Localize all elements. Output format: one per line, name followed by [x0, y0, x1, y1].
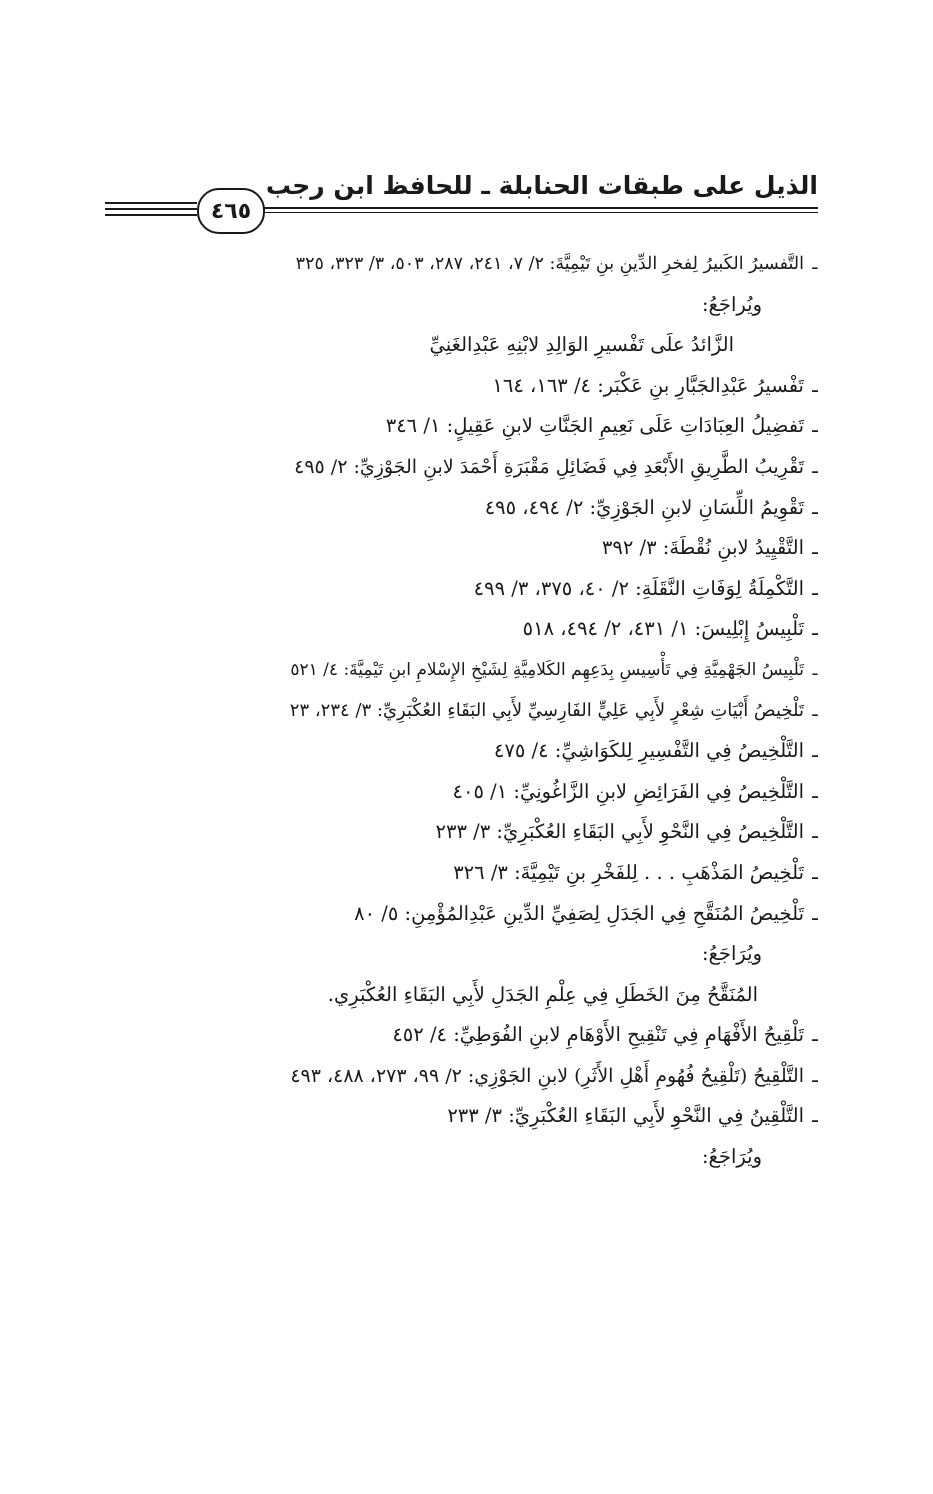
- entry-dash: ـ: [812, 617, 818, 641]
- index-entry: [286, 853, 826, 894]
- index-entry: [286, 1096, 826, 1137]
- entry-dash: ـ: [812, 576, 818, 600]
- entry-text: تَقْوِيمُ اللِّسَانِ لابنِ الجَوْزِيِّ: ٢/ ٤٩٤، ٤٩٥: [484, 495, 804, 519]
- entry-dash: ـ: [812, 699, 818, 721]
- entry-text: الزَّائدُ علَى تَفْسيرِ الوَالِدِ لابْنِهِ عَبْدِالغَنِيِّ: [429, 333, 734, 357]
- entry-dash: ـ: [812, 901, 818, 925]
- entry-text: ويُرَاجَعُ:: [701, 942, 762, 966]
- entry-dash: ـ: [812, 659, 818, 680]
- index-entry: [286, 366, 826, 407]
- entry-dash: ـ: [812, 1064, 818, 1087]
- entry-text: التَّلْخِيصُ فِي الفَرَائِضِ لابنِ الزَّاغُونِيِّ: ١/ ٤٠٥: [452, 779, 804, 803]
- index-entry: [286, 569, 826, 610]
- index-entry: [286, 691, 826, 732]
- entry-text: ويُراجَعُ:: [701, 292, 762, 316]
- entry-text: التَّلْقِيحُ (تَلْقِيحُ فُهُومِ أَهْلِ الأَثَرِ) لابنِ الجَوْزِي: ٢/ ٩٩، ٢٧٣، ٤٨٨، ٤٩٣: [290, 1064, 804, 1087]
- see-also-item: [286, 975, 826, 1016]
- index-entry: [286, 1015, 826, 1056]
- entry-dash: ـ: [812, 860, 818, 884]
- index-entry: [286, 1056, 826, 1097]
- see-also-label: [286, 934, 826, 975]
- page-number: ٤٦٥: [197, 188, 265, 234]
- index-entry: [286, 650, 826, 691]
- entry-text: تَلْخِيصُ المَذْهَبِ . . . لِلفَخْرِ بنِ تَيْمِيَّةَ: ٣/ ٣٢٦: [453, 860, 804, 884]
- index-entry: [286, 731, 826, 772]
- index-entries: [286, 244, 826, 1178]
- entry-dash: ـ: [812, 779, 818, 803]
- entry-text: تَفضِيلُ العِبَادَاتِ عَلَى نَعِيمِ الجَنَّاتِ لابنِ عَقِيلٍ: ١/ ٣٤٦: [385, 414, 804, 438]
- entry-text: تَلْقِيحُ الأَفْهَامِ فِي تَنْقِيحِ الأَوْهَامِ لابنِ الفُوَطِيِّ: ٤/ ٤٥٢: [392, 1023, 804, 1047]
- entry-dash: ـ: [812, 495, 818, 519]
- entry-dash: ـ: [812, 1023, 818, 1047]
- index-entry: [286, 772, 826, 813]
- entry-dash: ـ: [812, 455, 818, 478]
- entry-text: ويُرَاجَعُ:: [701, 1145, 762, 1169]
- entry-dash: ـ: [812, 254, 818, 274]
- entry-text: تَلْخِيصُ أَبْيَاتِ شِعْرٍ لأَبِي عَلِيٍّ الفَارِسِيِّ لأَبِي البَقَاءِ العُكْبَرِيِّ: ٣/ ٢٣٤، ٢٣: [289, 699, 804, 721]
- index-entry: [286, 406, 826, 447]
- see-also-item: [286, 325, 826, 366]
- entry-text: تَلْخِيصُ المُنَقَّحِ فِي الجَدَلِ لِصَفِيِّ الدِّينِ عَبْدِالمُؤْمِنِ: ٥/ ٨٠: [354, 901, 804, 925]
- index-entry: [286, 528, 826, 569]
- header-rule-thin: [262, 212, 818, 213]
- ornament-rule: [105, 214, 197, 216]
- see-also-label: [286, 1137, 826, 1178]
- entry-text: تَفْسيرُ عَبْدِالجَبَّارِ بنِ عَكْبَر: ٤/ ١٦٣، ١٦٤: [492, 373, 804, 397]
- entry-text: تَقْرِيبُ الطَّرِيقِ الأَبْعَدِ فِي فَضَائِلِ مَقْبَرَةِ أَحْمَدَ لابنِ الجَوْزِيِّ: ٢/ ٤٩٥: [294, 455, 804, 478]
- header-rule: [262, 207, 818, 209]
- entry-text: التَّلْخِيصُ فِي التَّفْسِيرِ لِلكَوَاشِيِّ: ٤/ ٤٧٥: [493, 739, 804, 763]
- entry-text: المُنَقَّحُ مِنَ الخَطَلِ فِي عِلْمِ الجَدَلِ لأَبِي البَقَاءِ العُكْبَرِي.: [327, 982, 758, 1006]
- entry-dash: ـ: [812, 414, 818, 438]
- index-entry: [286, 488, 826, 529]
- entry-text: التَّلْقِينُ فِي النَّحْوِ لأَبِي البَقَاءِ العُكْبَرِيِّ: ٣/ ٢٣٣: [447, 1104, 804, 1128]
- entry-text: التَّلْخِيصُ فِي النَّحْوِ لأَبِي البَقَاءِ العُكْبَرِيِّ: ٣/ ٢٣٣: [435, 820, 804, 844]
- ornament-rule: [105, 202, 197, 204]
- index-entry: [286, 894, 826, 935]
- entry-dash: ـ: [812, 536, 818, 560]
- entry-text: تَلْبِيسُ الجَهْمِيَّةِ فِي تَأْسِيسِ بِدَعِهِم الكَلامِيَّةِ لِشَيْخِ الإِسْلامِ ابنِ تَيْمِيَّةَ: ٤/ ٥٢١: [290, 659, 804, 680]
- entry-dash: ـ: [812, 1104, 818, 1128]
- entry-text: تَلْبِيسُ إِبْلِيسَ: ١/ ٤٣١، ٢/ ٤٩٤، ٥١٨: [522, 617, 804, 641]
- entry-dash: ـ: [812, 739, 818, 763]
- index-entry: [286, 812, 826, 853]
- see-also-label: [286, 285, 826, 326]
- entry-text: التَّقْيِيدُ لابنِ نُقْطَةَ: ٣/ ٣٩٢: [601, 536, 804, 560]
- entry-text: التَّكْمِلَةُ لِوَفَاتِ النَّقَلَةِ: ٢/ ٤٠، ٣٧٥، ٣/ ٤٩٩: [473, 576, 804, 600]
- ornament-rule: [105, 208, 197, 210]
- running-header-title: الذيل على طبقات الحنابلة ـ للحافظ ابن رجب: [265, 171, 818, 200]
- index-entry: [286, 447, 826, 488]
- entry-dash: ـ: [812, 820, 818, 844]
- entry-text: التَّفسيرُ الكَبيرُ لِفخرِ الدِّينِ بنِ تَيْمِيَّةَ: ٢/ ٧، ٢٤١، ٢٨٧، ٥٠٣، ٣/ ٣٢٣، ٣٢٥: [295, 254, 804, 274]
- entry-dash: ـ: [812, 373, 818, 397]
- index-entry: [286, 244, 826, 285]
- index-entry: [286, 609, 826, 650]
